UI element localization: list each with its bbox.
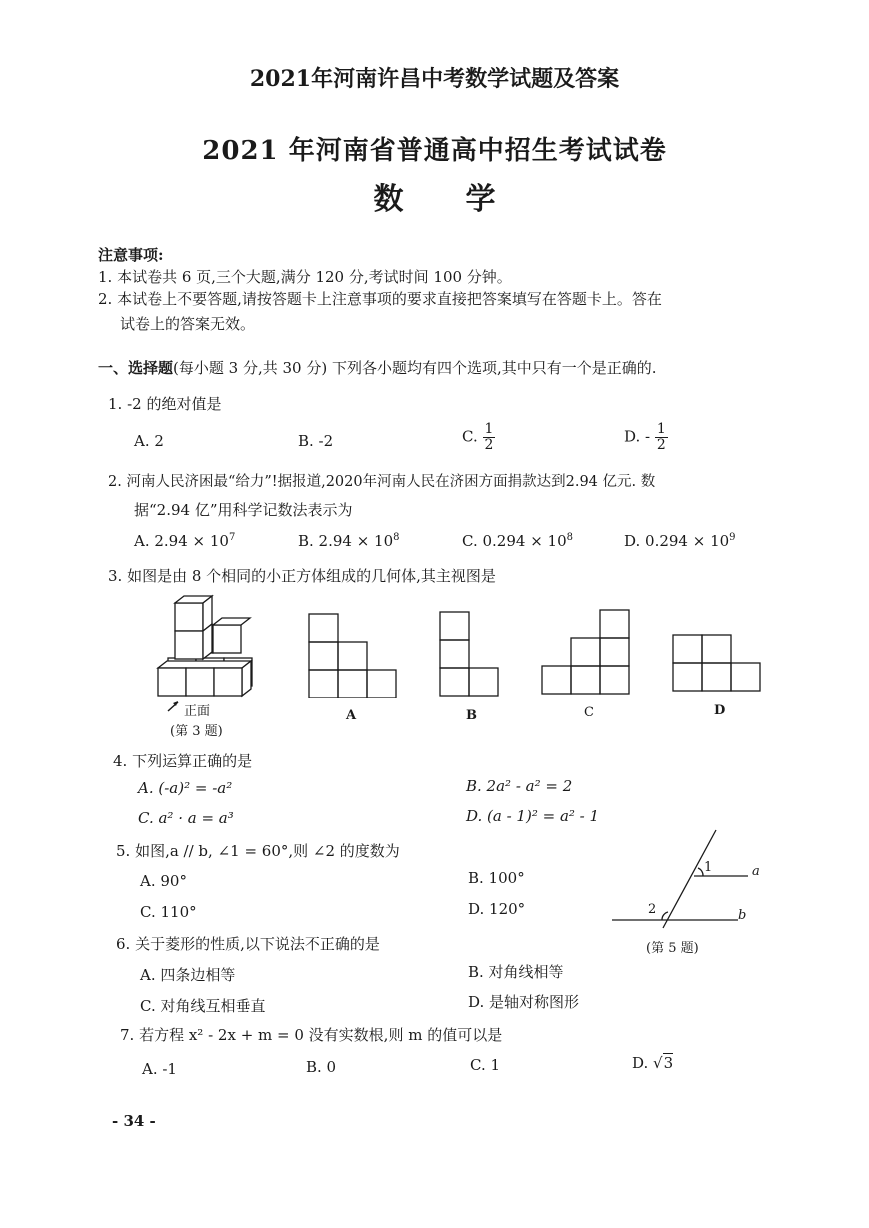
q3-option-d-label: D [714, 703, 726, 718]
q1-stem: 1. -2 的绝对值是 [108, 395, 222, 413]
q4-option-d: D. (a - 1)² = a² - 1 [466, 807, 600, 825]
notice-item-2-line-2: 试卷上的答案无效。 [120, 315, 256, 333]
q5-angle-2-label: 2 [648, 902, 657, 917]
q2-option-d-base: D. 0.294 × 10 [624, 532, 730, 550]
q1-option-c-denominator: 2 [484, 437, 494, 453]
section-description: (每小题 3 分,共 30 分) 下列各小题均有四个选项,其中只有一个是正确的. [173, 359, 657, 377]
q3-option-a-figure [300, 608, 400, 698]
q1-option-c [462, 422, 495, 453]
q6-option-a: A. 四条边相等 [140, 966, 236, 984]
q4-stem: 4. 下列运算正确的是 [113, 752, 253, 770]
q2-option-c [462, 532, 573, 550]
q3-option-b-figure [430, 608, 505, 698]
q1-option-b: B. -2 [298, 432, 334, 450]
q3-option-c-figure [540, 606, 635, 696]
q1-option-d-denominator: 2 [656, 437, 666, 453]
q2-stem-line-2: 据“2.94 亿”用科学记数法表示为 [134, 501, 353, 519]
q5-option-b: B. 100° [468, 869, 525, 887]
q4-option-a: A. (-a)² = -a² [138, 779, 233, 797]
q5-angle-1-label: 1 [704, 860, 713, 875]
q5-caption: (第 5 题) [646, 941, 699, 956]
q5-option-c: C. 110° [140, 903, 197, 921]
q6-option-b: B. 对角线相等 [468, 963, 564, 981]
q4-option-b: B. 2a² - a² = 2 [466, 777, 573, 795]
q4-option-c: C. a² · a = a³ [138, 809, 234, 827]
q6-option-c: C. 对角线互相垂直 [140, 997, 266, 1015]
q7-option-d [632, 1054, 673, 1072]
q5-option-a: A. 90° [140, 872, 187, 890]
subject-title: 数学 [373, 182, 558, 217]
notice-item-2-line-1: 2. 本试卷上不要答题,请按答题卡上注意事项的要求直接把答案填写在答题卡上。答在 [98, 290, 662, 308]
q7-option-d-radicand: 3 [663, 1054, 674, 1072]
q1-option-d-fraction [655, 422, 668, 453]
q1-option-c-numerator: 1 [484, 421, 494, 437]
q2-option-a-base: A. 2.94 × 10 [134, 532, 229, 550]
q3-option-c-label: C [584, 705, 594, 720]
q1-option-d-numerator: 1 [656, 421, 666, 437]
section-label: 一、选择题 [98, 359, 174, 377]
q5-line-b-label: b [738, 908, 747, 923]
q5-option-d: D. 120° [468, 900, 526, 918]
section-heading [98, 357, 657, 378]
q3-option-b-label: B [466, 708, 477, 723]
q3-solid-figure [150, 590, 270, 705]
front-view-arrow-icon [166, 700, 180, 712]
q2-stem-line-1: 2. 河南人民济困最“给力”!据报道,2020年河南人民在济困方面捐款达到2.94 亿元. 数 [108, 474, 656, 490]
q2-option-c-exponent: 8 [566, 532, 573, 543]
q5-stem: 5. 如图,a // b, ∠1 = 60°,则 ∠2 的度数为 [116, 842, 400, 860]
q7-option-a: A. -1 [142, 1060, 177, 1078]
q1-option-c-prefix: C. [462, 427, 478, 446]
q7-option-d-prefix: D. [632, 1054, 649, 1072]
q7-option-b: B. 0 [306, 1058, 337, 1076]
q5-parallel-lines-figure [608, 826, 773, 936]
q2-option-c-base: C. 0.294 × 10 [462, 532, 567, 550]
document-title: 2021年河南许昌中考数学试题及答案 [249, 66, 620, 92]
q2-option-d [624, 532, 736, 550]
q6-option-d: D. 是轴对称图形 [468, 993, 580, 1011]
q1-option-d [624, 422, 668, 453]
q7-option-c: C. 1 [470, 1056, 501, 1074]
q2-option-a [134, 532, 235, 550]
exam-title: 2021 年河南省普通高中招生考试试卷 [202, 136, 667, 166]
q3-front-label: 正面 [184, 704, 211, 719]
q3-stem: 3. 如图是由 8 个相同的小正方体组成的几何体,其主视图是 [108, 567, 496, 585]
q2-option-b-base: B. 2.94 × 10 [298, 532, 394, 550]
q1-option-c-fraction [483, 422, 496, 453]
q3-option-d-figure [670, 632, 765, 694]
q2-option-b-exponent: 8 [393, 532, 400, 543]
q6-stem: 6. 关于菱形的性质,以下说法不正确的是 [116, 935, 380, 953]
notice-heading: 注意事项: [98, 246, 164, 264]
q2-option-b [298, 532, 400, 550]
q7-stem: 7. 若方程 x² - 2x + m = 0 没有实数根,则 m 的值可以是 [120, 1026, 503, 1044]
q2-option-a-exponent: 7 [228, 532, 236, 543]
page-number: - 34 - [112, 1112, 156, 1130]
sqrt-icon: √ [653, 1054, 663, 1072]
q3-option-a-label: A [346, 708, 357, 723]
q1-option-a: A. 2 [134, 432, 164, 450]
q1-option-d-prefix: D. - [624, 427, 651, 446]
notice-item-1: 1. 本试卷共 6 页,三个大题,满分 120 分,考试时间 100 分钟。 [98, 268, 512, 286]
q3-caption: (第 3 题) [170, 724, 223, 739]
q2-option-d-exponent: 9 [729, 532, 736, 543]
q5-line-a-label: a [752, 864, 760, 879]
